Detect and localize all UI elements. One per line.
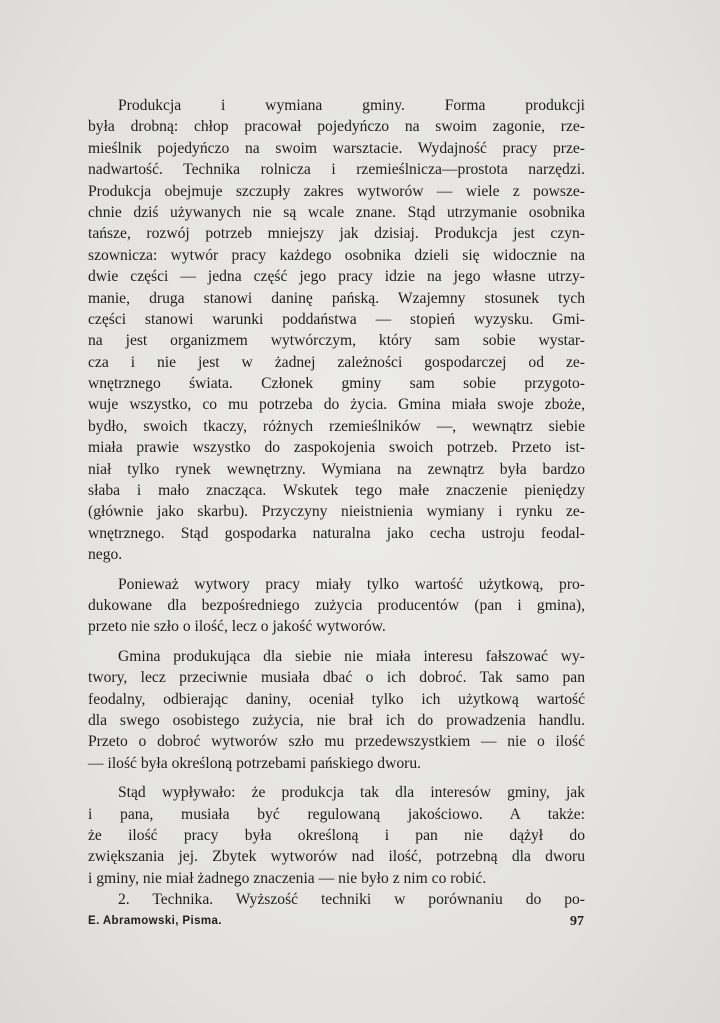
text-line: zwiększania jej. Zbytek wytworów nad ilość, potrzebną dla dworu bbox=[88, 848, 585, 866]
text-line: Gmina produkująca dla siebie nie miała interesu fałszować wy- bbox=[118, 647, 585, 665]
text-line: słaba i mało znacząca. Wskutek tego małe znaczenie pieniędzy bbox=[88, 482, 585, 500]
text-line: Stąd wypływało: że produkcja tak dla interesów gminy, jak bbox=[118, 784, 585, 802]
running-footer: E. Abramowski, Pisma. bbox=[88, 915, 222, 927]
text-line: i pana, musiała być regulowaną jakościowo. A także: bbox=[88, 805, 585, 823]
page-body bbox=[88, 95, 585, 910]
text-line: części stanowi warunki poddaństwa — stopień wyzysku. Gmi- bbox=[88, 310, 585, 328]
text-line: szownicza: wytwór pracy każdego osobnika dzieli się widocznie na bbox=[88, 246, 585, 264]
text-line: chnie dziś używanych nie są wcale znane. Stąd utrzymanie osobnika bbox=[88, 203, 585, 221]
text-line: twory, lecz przeciwnie musiała dbać o ich dobroć. Tak samo pan bbox=[88, 669, 585, 687]
text-line: że ilość pracy była określoną i pan nie dążył do bbox=[88, 826, 585, 844]
text-line: wuje wszystko, co mu potrzeba do życia. Gmina miała swoje zboże, bbox=[88, 396, 585, 414]
text-line: wnętrznego świata. Członek gminy sam sobie przygoto- bbox=[88, 375, 585, 393]
text-line: niał tylko rynek wewnętrzny. Wymiana na zewnątrz była bardzo bbox=[88, 460, 585, 478]
text-line: — ilość była określoną potrzebami pańskiego dworu. bbox=[88, 754, 422, 772]
text-line: bydło, swoich tkaczy, różnych rzemieślników —, wewnątrz siebie bbox=[88, 417, 585, 435]
text-line: przeto nie szło o ilość, lecz o jakość wytworów. bbox=[88, 618, 386, 636]
text-line: Produkcja obejmuje szczupły zakres wytworów — wiele z powsze- bbox=[88, 182, 585, 200]
text-line: manie, druga stanowi daninę pańską. Wzajemny stosunek tych bbox=[88, 289, 585, 307]
text-line: dla swego osobistego zużycia, nie brał ich do prowadzenia handlu. bbox=[88, 711, 585, 729]
text-line: i gminy, nie miał żadnego znaczenia — nie było z nim co robić. bbox=[88, 869, 487, 887]
text-line: feodalny, odbierając daniny, oceniał tylko ich użytkową wartość bbox=[88, 690, 585, 708]
text-line: Przeto o dobroć wytworów szło mu przedewszystkiem — nie o ilość bbox=[88, 733, 585, 751]
text-line: nego. bbox=[88, 546, 123, 564]
text-line: mieślnik pojedyńczo na swoim warsztacie. Wydajność pracy prze- bbox=[88, 139, 585, 157]
text-line: Produkcja i wymiana gminy. Forma produkcji bbox=[118, 97, 585, 114]
text-line: tańsze, rozwój potrzeb mniejszy jak dzisiaj. Produkcja jest czyn- bbox=[88, 225, 585, 243]
text-line: cza i nie jest w żadnej zależności gospodarczej od ze- bbox=[88, 353, 585, 371]
text-line: nadwartość. Technika rolnicza i rzemieślnicza—prostota narzędzi. bbox=[88, 161, 585, 179]
text-line: na jest organizmem wytwórczym, który sam sobie wystar- bbox=[88, 332, 585, 350]
text-line: dukowane dla bezpośredniego zużycia producentów (pan i gmina), bbox=[88, 596, 585, 614]
text-line: (głównie jako skarbu). Przyczyny nieistnienia wymiany i rynku ze- bbox=[88, 503, 585, 521]
text-line: wnętrznego. Stąd gospodarka naturalna jako cecha ustroju feodal- bbox=[88, 524, 585, 542]
text-line: Ponieważ wytwory pracy miały tylko wartość użytkową, pro- bbox=[118, 575, 585, 593]
text-line: dwie części — jedna część jego pracy idzie na jego własne utrzy- bbox=[88, 268, 585, 286]
page-number: 97 bbox=[570, 914, 584, 929]
text-line: 2. Technika. Wyższość techniki w porównaniu do po- bbox=[118, 891, 585, 909]
text-line: była drobną: chłop pracował pojedyńczo na swoim zagonie, rze- bbox=[88, 118, 585, 136]
text-line: miała prawie wszystko do zaspokojenia swoich potrzeb. Przeto ist- bbox=[88, 439, 585, 457]
